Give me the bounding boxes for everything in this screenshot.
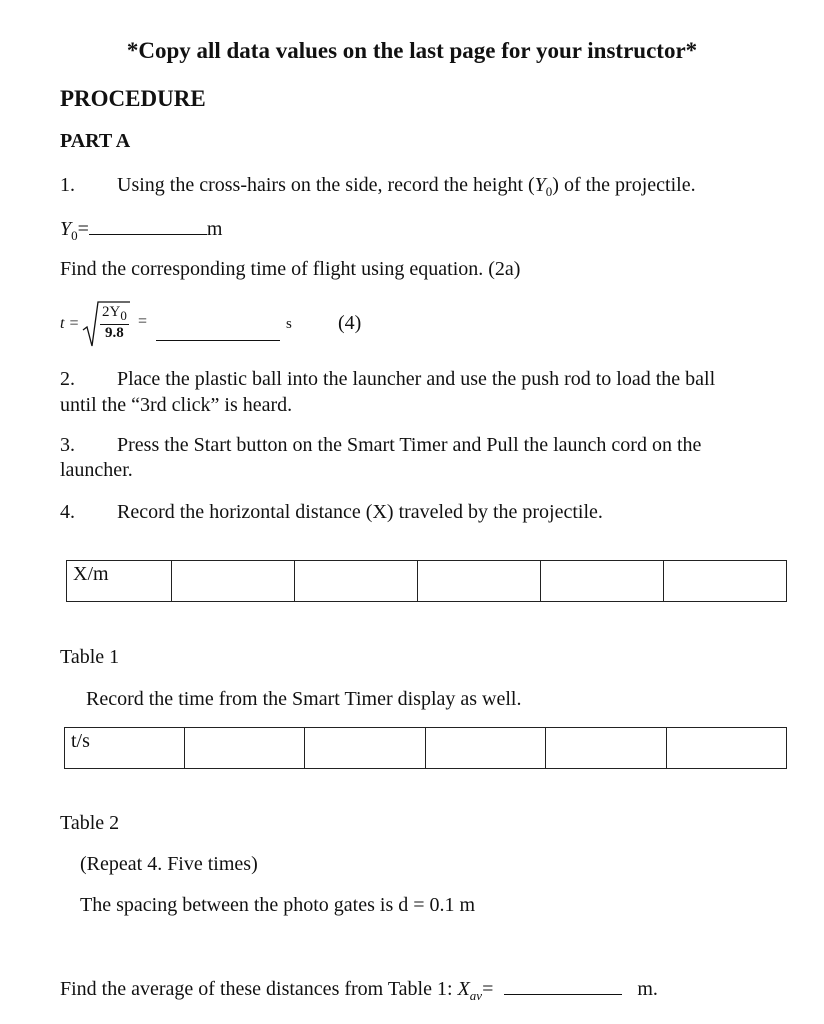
y0-eq: =: [77, 218, 89, 240]
average-line: [60, 976, 658, 1004]
table-cell[interactable]: [185, 728, 305, 769]
step-1-var: Y: [534, 174, 546, 196]
step-2-text: Place the plastic ball into the launcher and use the push rod to load the ball: [117, 368, 716, 390]
formula-lhs: t =: [60, 315, 80, 332]
table-cell[interactable]: [541, 561, 664, 602]
table-header-cell: t/s: [65, 728, 185, 769]
banner-instruction: *Copy all data values on the last page for your instructor*: [126, 38, 698, 63]
formula-numerator: $2Y_0$: [102, 304, 127, 323]
table-cell[interactable]: [664, 561, 787, 602]
step-3-number: 3.: [60, 434, 75, 456]
step-3-text: Press the Start button on the Smart Timer and Pull the launch cord on the: [117, 434, 702, 456]
table-header-cell: X/m: [67, 561, 172, 602]
average-eq: =: [482, 978, 494, 1000]
spacing-note: The spacing between the photo gates is d = 0.1 m: [80, 894, 476, 916]
y0-unit: m: [206, 218, 223, 240]
table-1-caption: Table 1: [60, 646, 120, 668]
step-1-sub: 0: [545, 184, 553, 199]
average-unit: m.: [637, 978, 658, 1000]
time-blank[interactable]: [156, 322, 280, 341]
equation-number: (4): [338, 312, 362, 334]
table-cell[interactable]: [418, 561, 541, 602]
part-a-heading: PART A: [60, 130, 131, 152]
average-sub: av: [469, 988, 483, 1003]
formula-denominator: 9.8: [105, 325, 124, 341]
table-cell[interactable]: [425, 728, 545, 769]
average-text: Find the average of these distances from Table 1:: [60, 978, 453, 1000]
formula-fraction: [100, 304, 129, 342]
table-row: [67, 561, 787, 602]
time-table: [64, 727, 787, 769]
table-2-caption: Table 2: [60, 812, 120, 834]
average-blank[interactable]: [504, 976, 622, 995]
table-row: [65, 728, 787, 769]
y0-answer-line: [60, 216, 222, 244]
y0-var: Y: [60, 218, 72, 240]
step-4: [60, 501, 603, 524]
step-1-number: 1.: [60, 174, 75, 196]
y0-blank[interactable]: [89, 216, 207, 235]
table-cell[interactable]: [172, 561, 295, 602]
step-3-line-1: [60, 434, 701, 457]
repeat-note: (Repeat 4. Five times): [80, 853, 258, 875]
record-time-text: Record the time from the Smart Timer display as well.: [86, 688, 522, 710]
find-time-text: Find the corresponding time of flight using equation. (2a): [60, 258, 521, 280]
formula-eq: =: [138, 313, 148, 330]
table-cell[interactable]: [305, 728, 425, 769]
step-1-text-b: ) of the projectile.: [552, 174, 696, 196]
step-4-number: 4.: [60, 501, 75, 523]
step-2-line-2: until the “3rd click” is heard.: [60, 394, 293, 416]
y0-sub: 0: [71, 228, 78, 243]
table-cell[interactable]: [546, 728, 666, 769]
step-2-line-1: [60, 368, 715, 391]
time-unit: s: [286, 316, 292, 332]
table-cell[interactable]: [666, 728, 786, 769]
distance-table: [66, 560, 787, 602]
step-1: [60, 174, 696, 200]
step-1-text-a: Using the cross-hairs on the side, record the height (: [117, 174, 535, 196]
table-cell[interactable]: [295, 561, 418, 602]
procedure-heading: PROCEDURE: [60, 86, 206, 111]
step-4-text: Record the horizontal distance (X) traveled by the projectile.: [117, 501, 603, 523]
average-var: X: [457, 978, 470, 1000]
step-2-number: 2.: [60, 368, 75, 390]
step-3-line-2: launcher.: [60, 459, 133, 481]
